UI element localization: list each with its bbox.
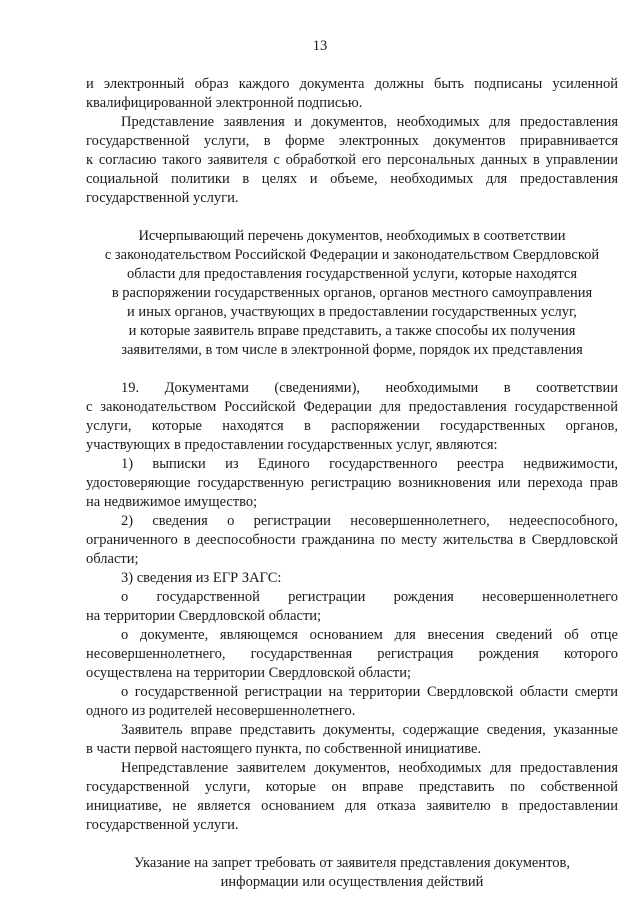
paragraph-line: с законодательством Российской Федерации для предоставления государственной <box>86 399 618 415</box>
paragraph-line: услуги, которые находятся в распоряжении государственных органов, <box>86 418 618 434</box>
paragraph-line: государственной услуги, в форме электронных документов приравнивается <box>86 133 618 149</box>
paragraph-line: государственной услуги. <box>86 817 239 833</box>
section-heading-line: в распоряжении государственных органов, органов местного самоуправления <box>111 285 593 301</box>
list-item-line: 1) выписки из Единого государственного реестра недвижимости, <box>121 456 618 472</box>
paragraph-line: государственной услуги. <box>86 190 239 206</box>
list-item-line: 3) сведения из ЕГР ЗАГС: <box>121 570 282 586</box>
paragraph-line: и электронный образ каждого документа должны быть подписаны усиленной <box>86 76 618 92</box>
paragraph-line: Представление заявления и документов, необходимых для предоставления <box>121 114 618 130</box>
list-item-line: области; <box>86 551 139 567</box>
sub-item-line: осуществлена на территории Свердловской области; <box>86 665 412 681</box>
paragraph-line: участвующих в предоставлении государственных услуг, являются: <box>86 437 498 453</box>
section-heading-line: с законодательством Российской Федерации и законодательством Свердловской <box>104 247 600 263</box>
list-item-line: на недвижимое имущество; <box>86 494 258 510</box>
page-number: 13 <box>312 38 328 54</box>
sub-item-line: одного из родителей несовершеннолетнего. <box>86 703 356 719</box>
sub-item-line: о государственной регистрации рождения несовершеннолетнего <box>121 589 618 605</box>
sub-item-line: о государственной регистрации на территории Свердловской области смерти <box>121 684 618 700</box>
section-heading-line: области для предоставления государственной услуги, которые находятся <box>126 266 578 282</box>
paragraph-line: 19. Документами (сведениями), необходимыми в соответствии <box>121 380 618 396</box>
paragraph-line: инициативе, не является основанием для отказа заявителю в предоставлении <box>86 798 618 814</box>
sub-item-line: несовершеннолетнего, государственная регистрация рождения которого <box>86 646 618 662</box>
section-heading-line: заявителями, в том числе в электронной форме, порядок их представления <box>121 342 583 358</box>
list-item-line: удостоверяющие государственную регистрацию возникновения или перехода прав <box>86 475 618 491</box>
sub-item-line: о документе, являющемся основанием для внесения сведений об отце <box>121 627 618 643</box>
section-heading-line: Исчерпывающий перечень документов, необходимых в соответствии <box>138 228 566 244</box>
section-heading-line: Указание на запрет требовать от заявителя представления документов, <box>134 855 570 871</box>
paragraph-line: к согласию такого заявителя с обработкой его персональных данных в управлении <box>86 152 618 168</box>
paragraph-line: государственной услуги, которые он вправе представить по собственной <box>86 779 618 795</box>
section-heading-line: и иных органов, участвующих в предоставлении государственных услуг, <box>127 304 577 320</box>
list-item-line: ограниченного в дееспособности гражданина по месту жительства в Свердловской <box>86 532 618 548</box>
paragraph-line: квалифицированной электронной подписью. <box>86 95 363 111</box>
paragraph-line: Заявитель вправе представить документы, содержащие сведения, указанные <box>121 722 618 738</box>
list-item-line: 2) сведения о регистрации несовершеннолетнего, недееспособного, <box>121 513 618 529</box>
sub-item-line: на территории Свердловской области; <box>86 608 322 624</box>
paragraph-line: в части первой настоящего пункта, по собственной инициативе. <box>86 741 482 757</box>
paragraph-line: Непредставление заявителем документов, необходимых для предоставления <box>121 760 618 776</box>
paragraph-line: социальной политики в целях и объеме, необходимых для предоставления <box>86 171 618 187</box>
section-heading-line: информации или осуществления действий <box>220 874 484 890</box>
section-heading-line: и которые заявитель вправе представить, а также способы их получения <box>128 323 576 339</box>
